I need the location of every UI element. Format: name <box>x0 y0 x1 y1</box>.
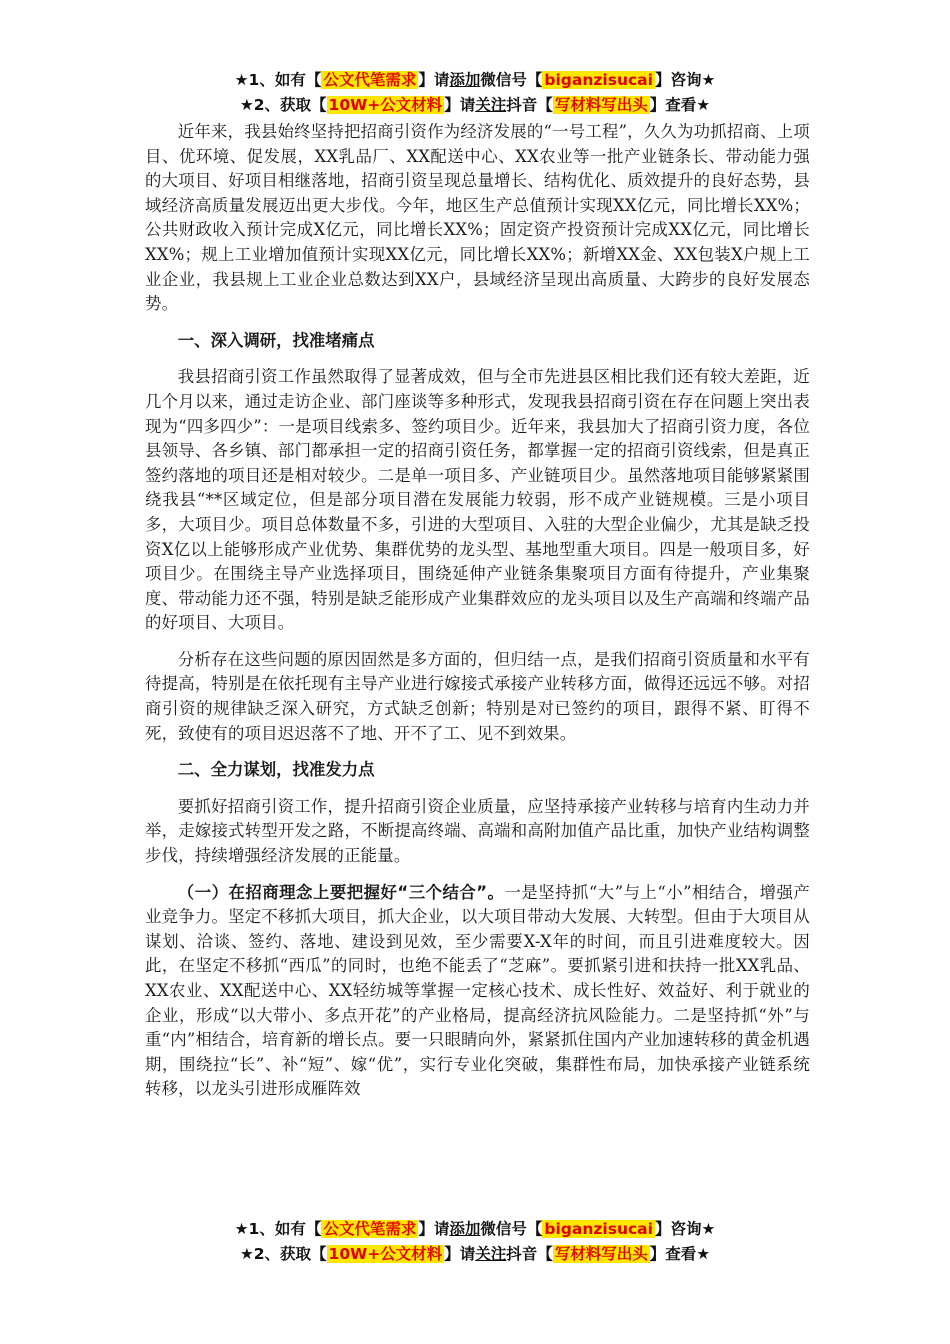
ad-banner-top-line1 <box>0 68 950 92</box>
ad-highlight: 10W+公文材料 <box>328 1245 443 1263</box>
paragraph-analysis: 分析存在这些问题的原因固然是多方面的，但归结一点，是我们招商引资质量和水平有待提高，特别是在依托现有主导产业进行嫁接式承接产业转移方面，做得还远远不够。对招商引资的规律缺乏深入研究，方式缺乏创新；特别是对已签约的项目，跟得不紧、盯得不死，致使有的项目迟迟落不了地、开不了工、见不到效果。 <box>145 649 810 743</box>
ad-highlight: 公文代笔需求 <box>323 71 417 89</box>
ad-text: 微信号【 <box>480 1220 543 1238</box>
ad-underline: 添加 <box>449 71 481 89</box>
ad-text: 】请 <box>418 1220 450 1238</box>
ad-banner-bottom-line1 <box>0 1217 950 1241</box>
paragraph-problems: 我县招商引资工作虽然取得了显著成效，但与全市先进县区相比我们还有较大差距，近几个月以来，通过走访企业、部门座谈等多种形式，发现我县招商引资在存在问题上突出表现为“四多四少”：一是项目线索多、签约项目少。近年来，我县加大了招商引资力度，各位县领导、各乡镇、部门都承担一定的招商引资任务，都掌握一定的招商引资线索，但是真正签约落地的项目还是相对较少。二是单一项目多、产业链项目少。虽然落地项目能够紧紧围绕我县“**区域定位，但是部分项目潜在发展能力较弱，形不成产业链规模。三是小项目多，大项目少。项目总体数量不多，引进的大型项目、入驻的大型企业偏少，尤其是缺乏投资X亿以上能够形成产业优势、集群优势的龙头型、基地型重大项目。四是一般项目多，好项目少。在围绕主导产业选择项目，围绕延伸产业链条集聚项目方面有待提升，产业集聚度、带动能力还不强，特别是缺乏能形成产业集群效应的龙头项目以及生产高端和终端产品的好项目、大项目。 <box>145 367 810 633</box>
ad-text: 抖音【 <box>506 96 553 114</box>
ad-text: 】请 <box>444 1245 476 1263</box>
ad-highlight: 10W+公文材料 <box>328 96 443 114</box>
ad-text: 】查看★ <box>649 1245 711 1263</box>
paragraph-strategy: 要抓好招商引资工作，提升招商引资企业质量，应坚持承接产业转移与培育内生动力并举，走嫁接式转型开发之路，不断提高终端、高端和高附加值产品比重，加快产业结构调整步伐，持续增强经济发展的正能量。 <box>145 796 810 866</box>
ad-highlight: 写材料写出头 <box>554 96 648 114</box>
ad-highlight: 写材料写出头 <box>554 1245 648 1263</box>
ad-text: 微信号【 <box>480 71 543 89</box>
subheading-lead: （一）在招商理念上要把握好“三个结合”。 <box>177 882 505 902</box>
ad-banner-top-line2 <box>0 93 950 117</box>
ad-underline: 关注 <box>475 1245 507 1263</box>
ad-text: 】咨询★ <box>654 1220 716 1238</box>
document-body <box>145 120 810 1114</box>
ad-banner-bottom-line2 <box>0 1242 950 1266</box>
paragraph-three-combinations <box>145 881 810 1102</box>
ad-text: 】查看★ <box>649 96 711 114</box>
paragraph-text: 一是坚持抓“大”与上“小”相结合，增强产业竞争力。坚定不移抓大项目，抓大企业，以大项目带动大发展、大转型。但由于大项目从谋划、洽谈、签约、落地、建设到见效，至少需要X-X年的时间，而且引进难度较大。因此，在坚定不移抓“西瓜”的同时，也绝不能丢了“芝麻”。要抓紧引进和扶持一批XX乳品、XX农业、XX配送中心、XX轻纺城等掌握一定核心技术、成长性好、效益好、利于就业的企业，形成“以大带小、多点开花”的产业格局，提高经济抗风险能力。二是坚持抓“外”与重“内”相结合，培育新的增长点。要一只眼睛向外，紧紧抓住国内产业加速转移的黄金机遇期，围绕拉“长”、补“短”、嫁“优”，实行专业化突破，集群性布局，加快承接产业链系统转移，以龙头引进形成雁阵效 <box>145 882 810 1099</box>
ad-text: ★2、获取【 <box>239 96 327 114</box>
ad-highlight: 公文代笔需求 <box>323 1220 417 1238</box>
ad-underline: 关注 <box>475 96 507 114</box>
section-heading-2: 二、全力谋划，找准发力点 <box>177 760 375 780</box>
paragraph-intro: 近年来，我县始终坚持把招商引资作为经济发展的“一号工程”，久久为功抓招商、上项目、优环境、促发展，XX乳品厂、XX配送中心、XX农业等一批产业链条长、带动能力强的大项目、好项目相继落地，招商引资呈现总量增长、结构优化、质效提升的良好态势，县域经济高质量发展迈出更大步伐。今年，地区生产总值预计实现XX亿元，同比增长XX%；公共财政收入预计完成X亿元，同比增长XX%；固定资产投资预计完成XX亿元，同比增长XX%；规上工业增加值预计实现XX亿元，同比增长XX%；新增XX金、XX包装X户规上工业企业，我县规上工业企业总数达到XX户，县域经济呈现出高质量、大跨步的良好发展态势。 <box>145 122 810 314</box>
ad-text: 】请 <box>444 96 476 114</box>
ad-text: 抖音【 <box>506 1245 553 1263</box>
ad-highlight: biganzisucai <box>544 1220 653 1238</box>
ad-highlight: biganzisucai <box>544 71 653 89</box>
ad-underline: 添加 <box>449 1220 481 1238</box>
ad-text: ★1、如有【 <box>234 71 322 89</box>
ad-text: ★2、获取【 <box>239 1245 327 1263</box>
section-heading-1: 一、深入调研，找准堵痛点 <box>177 330 375 350</box>
ad-text: ★1、如有【 <box>234 1220 322 1238</box>
ad-text: 】咨询★ <box>654 71 716 89</box>
ad-text: 】请 <box>418 71 450 89</box>
